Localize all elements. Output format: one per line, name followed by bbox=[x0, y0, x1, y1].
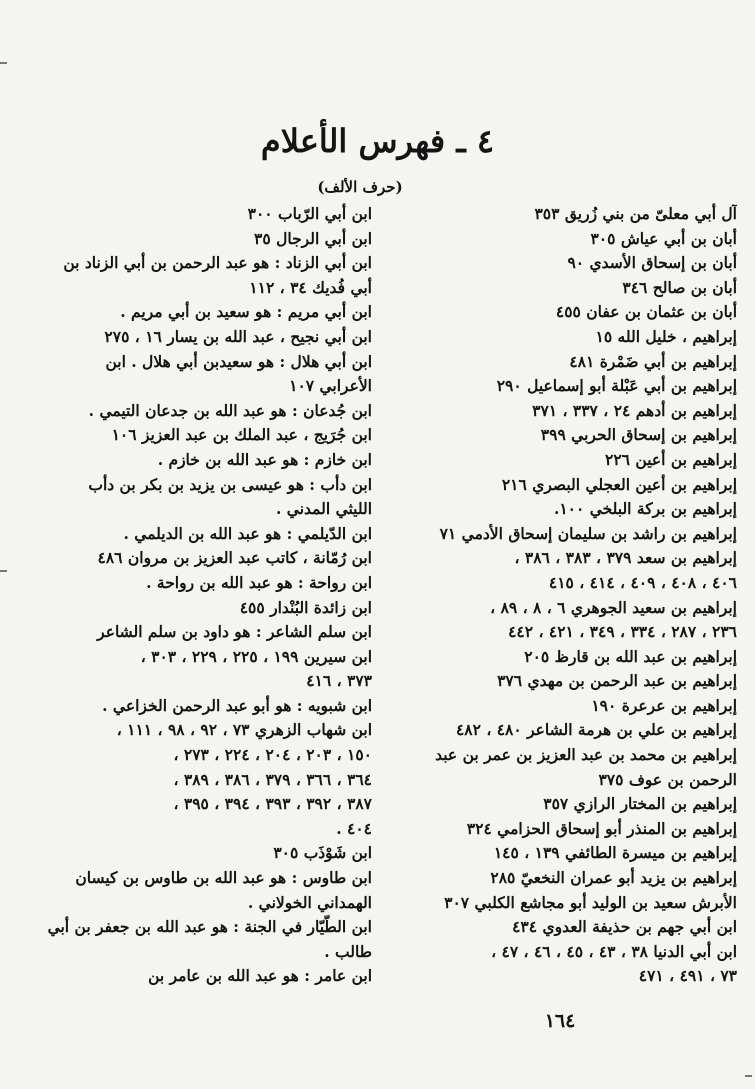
index-entry-line: ابن عامر : هو عبد الله بن عامر بن bbox=[148, 966, 372, 986]
index-entry-line: ٣٦٤ ، ٣٦٦ ، ٣٧٩ ، ٣٨٦ ، ٣٨٩ ، bbox=[173, 769, 372, 789]
index-entry-line: ابن دأب : هو عيسى بن يزيد بن بكر بن دأب bbox=[88, 474, 372, 494]
index-entry-line: ابن الدّيلمي : هو عبد الله بن الديلمي . bbox=[123, 523, 372, 543]
index-entry-line: ٧٣ ، ٤٩١ ، ٤٧١ bbox=[638, 966, 737, 986]
index-entry-line: ابن سيرين ١٩٩ ، ٢٢٥ ، ٢٢٩ ، ٣٠٣ ، bbox=[140, 646, 372, 666]
index-entry-line: ابن جُدعان : هو عبد الله بن جدعان التيمي . bbox=[88, 400, 372, 420]
index-entry-line: أبان بن إسحاق الأسدي ٩٠ bbox=[567, 253, 737, 273]
index-entry-line: إبراهيم بن أعين ٢٢٦ bbox=[605, 449, 737, 469]
index-entry-line: إبراهيم بن سعيد الجوهري ٦ ، ٨ ، ٨٩ ، bbox=[490, 597, 737, 617]
index-entry-line: إبراهيم بن عرعرة ١٩٠ bbox=[591, 695, 737, 715]
index-entry-line: ابن الطَّيّار في الجنة : هو عبد الله بن جعفر بن أبي bbox=[47, 917, 372, 937]
index-entry-line: إبراهيم ، خليل الله ١٥ bbox=[595, 326, 737, 346]
index-entry-line: ابن شَوْذَب ٣٠٥ bbox=[273, 843, 372, 863]
index-entry-line: آل أبي معلىّ من بني زُريق ٣٥٣ bbox=[534, 204, 737, 223]
index-entry-line: ابن أبي الدنيا ٣٨ ، ٤٣ ، ٤٥ ، ٤٦ ، ٤٧ ، bbox=[491, 941, 737, 961]
index-entry-line: طالب . bbox=[324, 941, 372, 961]
index-entry-line: ٣٨٧ ، ٣٩٢ ، ٣٩٣ ، ٣٩٤ ، ٣٩٥ ، bbox=[173, 794, 372, 814]
index-entry-line: إبراهيم بن بركة البلخي ١٠٠. bbox=[553, 499, 737, 519]
index-entry-line: ابن أبي هلال : هو سعيدبن أبي هلال . ابن bbox=[105, 351, 372, 371]
index-entry-line: إبراهيم بن إسحاق الحربي ٣٩٩ bbox=[540, 425, 737, 445]
index-entry-line: إبراهيم بن أعين العجلي البصري ٢١٦ bbox=[501, 474, 737, 494]
index-entry-line: ابن شبويه : هو أبو عبد الرحمن الخزاعي . bbox=[102, 695, 372, 715]
index-entry-line: إبراهيم بن المختار الرازي ٣٥٧ bbox=[543, 794, 737, 814]
index-entry-line: الأعرابي ١٠٧ bbox=[289, 376, 372, 396]
index-entry-line: إبراهيم بن عبد الرحمن بن مهدي ٣٧٦ bbox=[497, 671, 737, 691]
index-entry-line: ١٥٠ ، ٢٠٣ ، ٢٠٤ ، ٢٢٤ ، ٢٧٣ ، bbox=[173, 745, 372, 765]
index-entry-line: إبراهيم بن يزيد أبو عمران النخعيّ ٢٨٥ bbox=[490, 868, 737, 888]
index-entry-line: إبراهيم بن عبد الله بن قارظ ٢٠٥ bbox=[524, 646, 737, 666]
index-entry-line: ابن رُمّانة ، كاتب عبد العزيز بن مروان ٤٨٦ bbox=[97, 548, 372, 568]
index-entry-line: إبراهيم بن أبي عَبْلة أبو إسماعيل ٢٩٠ bbox=[496, 376, 737, 396]
index-entry-line: ابن خازم : هو عبد الله بن خازم . bbox=[157, 449, 372, 469]
index-entry-line: ابن شهاب الزهري ٧٣ ، ٩٢ ، ٩٨ ، ١١١ ، bbox=[116, 720, 372, 740]
index-entry-line: ابن أبي مريم : هو سعيد بن أبي مريم . bbox=[120, 302, 372, 322]
index-entry-line: ٢٣٦ ، ٢٨٧ ، ٣٣٤ ، ٣٤٩ ، ٤٢١ ، ٤٤٢ bbox=[508, 622, 737, 642]
page-number: ١٦٤ bbox=[544, 1010, 576, 1032]
page-title: ٤ ـ فهرس الأعلام bbox=[260, 122, 495, 160]
index-entry-line: الهمداني الخولاني . bbox=[247, 892, 372, 912]
margin-mark bbox=[745, 1075, 752, 1077]
index-entry-line: ابن أبي نجيح ، عبد الله بن يسار ١٦ ، ٢٧٥ bbox=[104, 326, 372, 346]
margin-mark bbox=[0, 62, 7, 64]
margin-mark bbox=[0, 570, 7, 572]
index-entry-line: ابن سلم الشاعر : هو داود بن سلم الشاعر bbox=[97, 622, 372, 642]
index-entry-line: الرحمن بن عوف ٣٧٥ bbox=[598, 769, 737, 789]
index-entry-line: ابن طاوس : هو عبد الله بن طاوس بن كيسان bbox=[75, 868, 372, 888]
index-entry-line: أبان بن صالح ٣٤٦ bbox=[622, 277, 737, 297]
index-entry-line: أبان بن عثمان بن عفان ٤٥٥ bbox=[555, 302, 737, 322]
index-entry-line: أبان بن أبي عياش ٣٠٥ bbox=[590, 228, 737, 248]
index-entry-line: ابن رواحة : هو عبد الله بن رواحة . bbox=[146, 572, 372, 592]
index-entry-line: ٤٠٤ . bbox=[336, 818, 372, 838]
index-entry-line: ابن أبي جهم بن حذيفة العدوي ٤٣٤ bbox=[512, 917, 737, 937]
index-column-right bbox=[392, 202, 737, 989]
index-entry-line: ابن زائدة البُنْدار ٤٥٥ bbox=[239, 597, 372, 617]
index-entry-line: ٤٠٦ ، ٤٠٨ ، ٤٠٩ ، ٤١٤ ، ٤١٥ bbox=[548, 572, 737, 592]
index-entry-line: إبراهيم بن أبي ضَمْرة ٤٨١ bbox=[569, 351, 737, 371]
index-entry-line: الأبرش سعيد بن الوليد أبو مجاشع الكلبي ٣٠٧ bbox=[444, 892, 737, 912]
index-entry-line: ٣٧٣ ، ٤١٦ bbox=[306, 671, 372, 691]
index-entry-line: إبراهيم بن راشد بن سليمان إسحاق الأدمي ٧١ bbox=[439, 523, 737, 543]
index-entry-line: ابن أبي الرّباب ٣٠٠ bbox=[247, 204, 372, 223]
index-entry-line: ابن أبي الرجال ٣٥ bbox=[254, 228, 372, 248]
index-entry-line: ابن أبي الزناد : هو عبد الرحمن بن أبي الزناد بن bbox=[63, 253, 372, 273]
index-entry-line: إبراهيم بن علي بن هرمة الشاعر ٤٨٠ ، ٤٨٢ bbox=[455, 720, 737, 740]
index-entry-line: ابن جُرَيج ، عبد الملك بن عبد العزيز ١٠٦ bbox=[111, 425, 372, 445]
index-column-left bbox=[42, 202, 372, 989]
index-entry-line: إبراهيم بن سعد ٣٧٩ ، ٣٨٣ ، ٣٨٦ ، bbox=[514, 548, 737, 568]
index-entry-line: أبي فُديك ٣٤ ، ١١٢ bbox=[249, 277, 372, 297]
index-entry-line: إبراهيم بن ميسرة الطائفي ١٣٩ ، ١٤٥ bbox=[493, 843, 737, 863]
section-heading: (حرف الألف) bbox=[317, 178, 403, 196]
index-entry-line: إبراهيم بن أدهم ٢٤ ، ٣٣٧ ، ٣٧١ bbox=[532, 400, 737, 420]
index-entry-line: الليثي المدني . bbox=[276, 499, 372, 519]
index-entry-line: إبراهيم بن المنذر أبو إسحاق الحزامي ٣٢٤ bbox=[466, 818, 737, 838]
index-entry-line: إبراهيم بن محمد بن عبد العزيز بن عمر بن عبد bbox=[435, 745, 737, 765]
